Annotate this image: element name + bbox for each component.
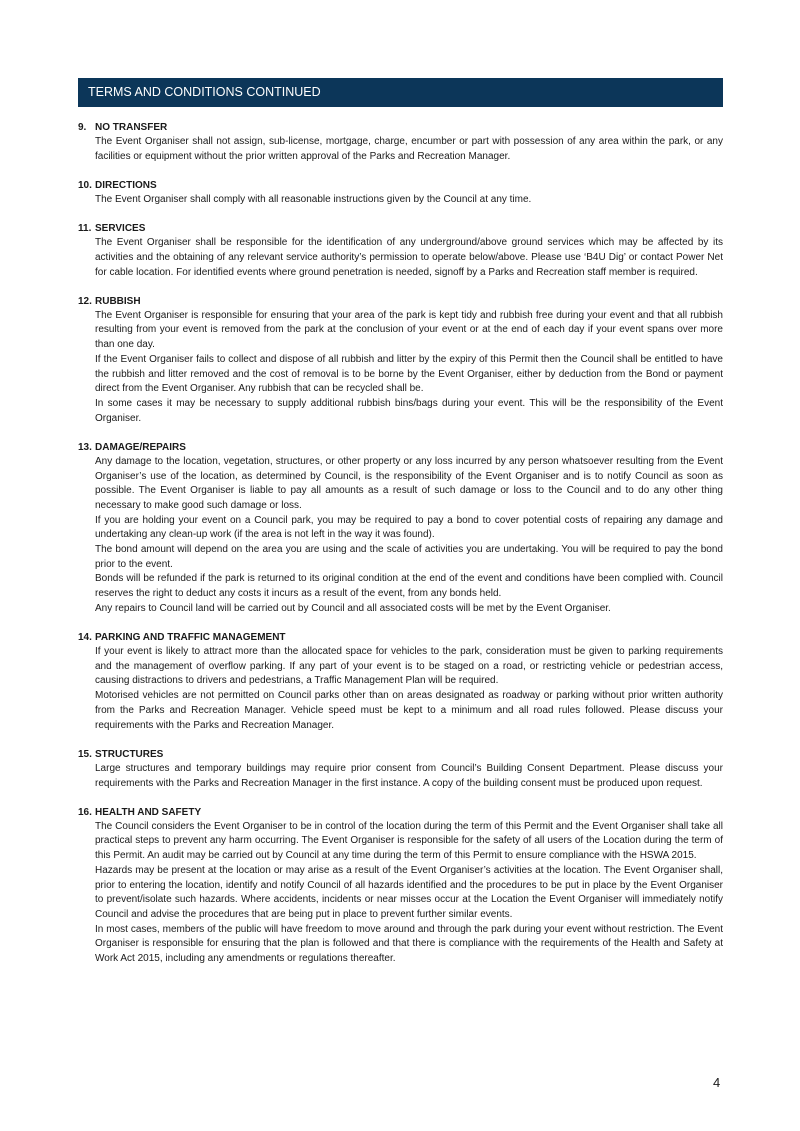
section-paragraph: If you are holding your event on a Council park, you may be required to pay a bond to cover potential costs of repairing any damage and undertaking any clean-up work (if the area is not left in the way it was found). [95,514,723,541]
section-banner: TERMS AND CONDITIONS CONTINUED [78,78,723,107]
section-paragraph: The Event Organiser shall not assign, sub-license, mortgage, charge, encumber or part with possession of any area within the park, or any facilities or equipment without the prior written approval of the Parks and Recreation Manager. [95,136,723,162]
section-paragraph: Bonds will be refunded if the park is returned to its original condition at the end of the event and conditions have been complied with. Council reserves the right to deduct any costs it incurs as a result of the event, from any bonds held. [95,573,723,600]
section-title: RUBBISH [95,295,141,307]
section-paragraph: Any repairs to Council land will be carried out by Council and all associated costs will be met by the Event Organiser. [95,602,611,614]
section-paragraph: Any damage to the location, vegetation, structures, or other property or any loss incurred by any person whatsoever resulting from the Event Organiser’s use of the location, as determined by Council, is the responsibility of the Event Organiser and is to notify Council as soon as possible. The Event Organiser is liable to pay all amounts as a result of such damage or loss to the Council and to do any other thing necessary to make good such damage or loss. [95,455,723,511]
section-number: 11. [78,223,92,235]
terms-section [78,441,723,617]
section-heading [78,222,723,236]
terms-section [78,631,723,733]
section-number: 9. [78,122,87,133]
section-title: DIRECTIONS [95,179,157,191]
section-number: 16. [78,806,92,818]
section-heading [78,441,723,455]
terms-section [78,222,723,280]
section-paragraph: Hazards may be present at the location or may arise as a result of the Event Organiser’s activities at the location. The Event Organiser shall, prior to entering the location, identify and notify Council of all hazards identified and the procedures to be put in place by the Event Organiser to prevent/isolate such hazards. Where accidents, incidents or near misses occur at the Location the Event Organiser will immediately notify Council and advise the procedures that are being put in place to prevent further similar events. [95,864,723,920]
section-paragraph: The Council considers the Event Organiser to be in control of the location during the term of this Permit and the Event Organiser shall take all practical steps to prevent any harm occurring. The Event Organiser is responsible for the safety of all users of the Location during the term of this Permit. An audit may be carried out by Council at any time during the term of this Permit to ensure compliance with the HSWA 2015. [95,820,723,862]
page-number: 4 [713,1075,721,1090]
section-paragraph: If your event is likely to attract more than the allocated space for vehicles to the park, consideration must be given to parking requirements and the management of overflow parking. If any part of your event is to be staged on a road, or restricting vehicle or pedestrian access, causing distractions to drivers and pedestrians, a Traffic Management Plan will be required. [95,646,723,687]
terms-section [78,295,723,427]
section-title: SERVICES [95,223,146,235]
section-heading [78,179,723,193]
section-number: 13. [78,441,92,453]
section-heading [78,121,723,135]
section-title: PARKING AND TRAFFIC MANAGEMENT [95,632,286,644]
section-number: 15. [78,748,92,760]
terms-section [78,748,723,791]
section-heading [78,295,723,309]
section-paragraph: In some cases it may be necessary to supply additional rubbish bins/bags during your event. This will be the responsibility of the Event Organiser. [95,397,723,424]
section-paragraph: In most cases, members of the public will have freedom to move around and through the park during your event without restriction. The Event Organiser is responsible for ensuring that the plan is followed and that there is compliance with the requirements of the Health and Safety at Work Act 2015, including any amendments or regulations thereafter. [95,923,723,965]
section-paragraph: The bond amount will depend on the area you are using and the scale of activities you are undertaking. You will be required to pay the bond prior to the event. [95,544,723,570]
terms-section [78,806,723,967]
section-number: 14. [78,632,92,644]
section-title: STRUCTURES [95,748,164,760]
section-number: 10. [78,179,92,191]
section-title: HEALTH AND SAFETY [95,806,202,818]
terms-content [78,121,723,981]
section-paragraph: The Event Organiser shall comply with all reasonable instructions given by the Council at any time. [95,193,532,205]
terms-section [78,179,723,208]
section-number: 12. [78,295,92,307]
section-paragraph: Motorised vehicles are not permitted on Council parks other than on areas designated as roadway or parking without prior written authority from the Parks and Recreation Manager. Vehicle speed must be kept to a minimum and all road rules followed. Please discuss your requirements with the Parks and Recreation Manager. [95,690,723,731]
section-paragraph: Large structures and temporary buildings may require prior consent from Council’s Building Consent Department. Please discuss your requirements with the Parks and Recreation Manager in the first instance. A copy of the building consent must be produced upon request. [95,762,723,789]
section-heading [78,748,723,762]
section-paragraph: If the Event Organiser fails to collect and dispose of all rubbish and litter by the expiry of this Permit then the Council shall be entitled to have the rubbish and litter removed and the cost of removal is to be borne by the Event Organiser, either by deduction from the Bond or payment direct from the Event Organiser. Any rubbish that can be recycled shall be. [95,353,723,395]
section-paragraph: The Event Organiser is responsible for ensuring that your area of the park is kept tidy and rubbish free during your event and that all rubbish resulting from your event is removed from the park at the conclusion of your event or at the end of each day if your event spans over more than one day. [95,309,723,351]
section-title: DAMAGE/REPAIRS [95,441,186,453]
section-heading [78,631,723,645]
section-paragraph: The Event Organiser shall be responsible for the identification of any underground/above ground services which may be affected by its activities and the obtaining of any relevant service authority’s permission to operate below/above. Please use ‘B4U Dig’ or contact Power Net for cable location. For identified events where ground penetration is needed, signoff by a Parks and Recreation staff member is required. [95,237,723,278]
terms-section [78,121,723,164]
section-title: NO TRANSFER [95,122,168,133]
section-heading [78,806,723,820]
